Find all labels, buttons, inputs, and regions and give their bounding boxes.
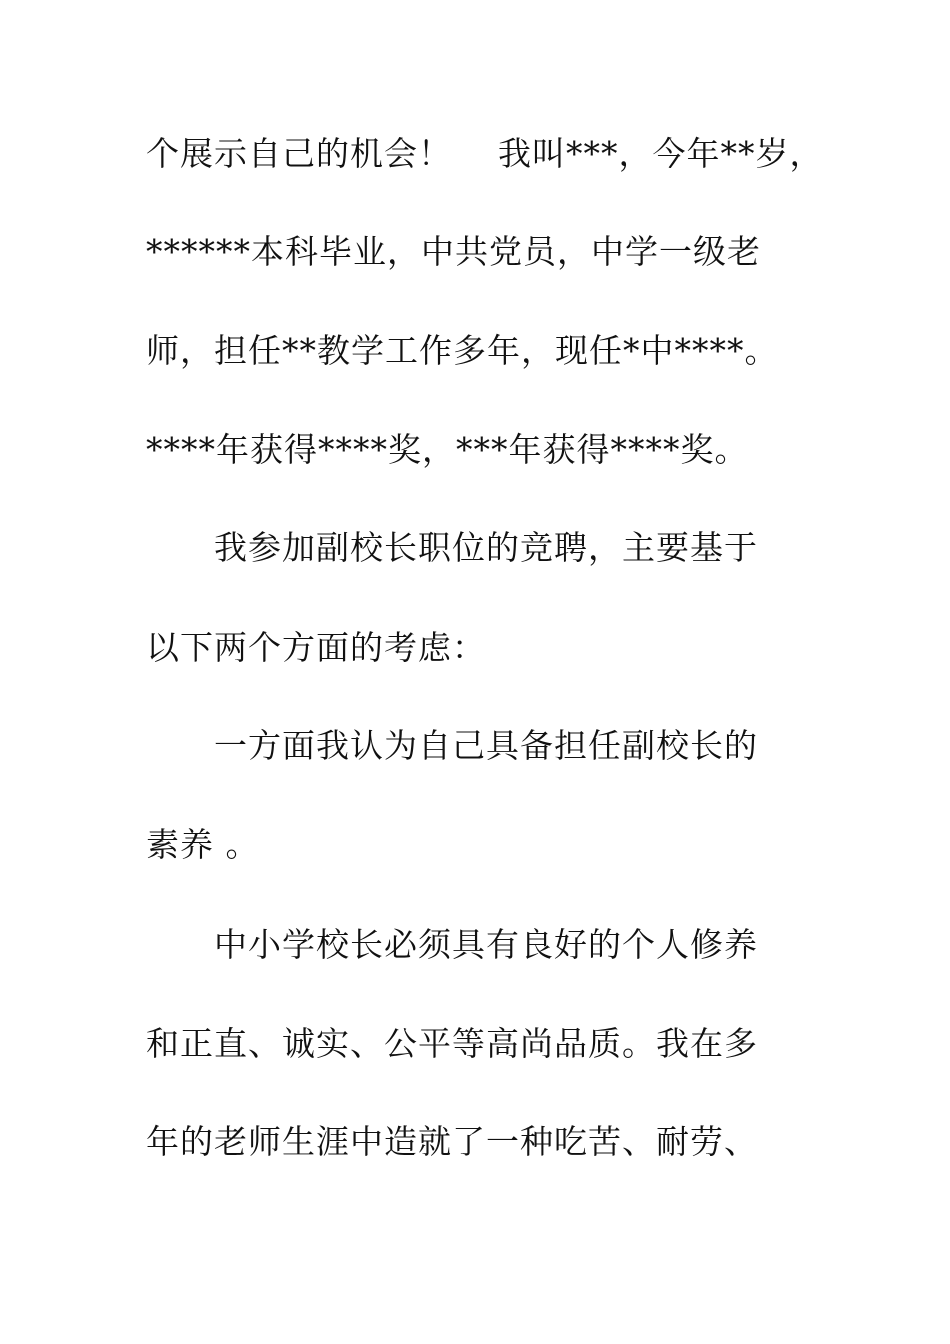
text-line: 以下两个方面的考虑： [146, 628, 486, 667]
text-line: 素养 。 [146, 825, 260, 864]
text-line: ******本科毕业，中共党员，中学一级老 [146, 232, 761, 271]
text-line: 和正直、诚实、公平等高尚品质。我在多 [146, 1024, 758, 1063]
text-line: ****年获得****奖，***年获得****奖。 [146, 430, 749, 469]
text-line: 年的老师生涯中造就了一种吃苦、耐劳、 [146, 1122, 758, 1161]
paragraph-first-line: 我参加副校长职位的竞聘，主要基于 [214, 528, 758, 567]
text-line: 个展示自己的机会！ 我叫***，今年**岁， [146, 134, 824, 173]
paragraph-first-line: 一方面我认为自己具备担任副校长的 [214, 726, 758, 765]
text-line: 师，担任**教学工作多年，现任*中****。 [146, 331, 779, 370]
paragraph-first-line: 中小学校长必须具有良好的个人修养 [214, 925, 758, 964]
